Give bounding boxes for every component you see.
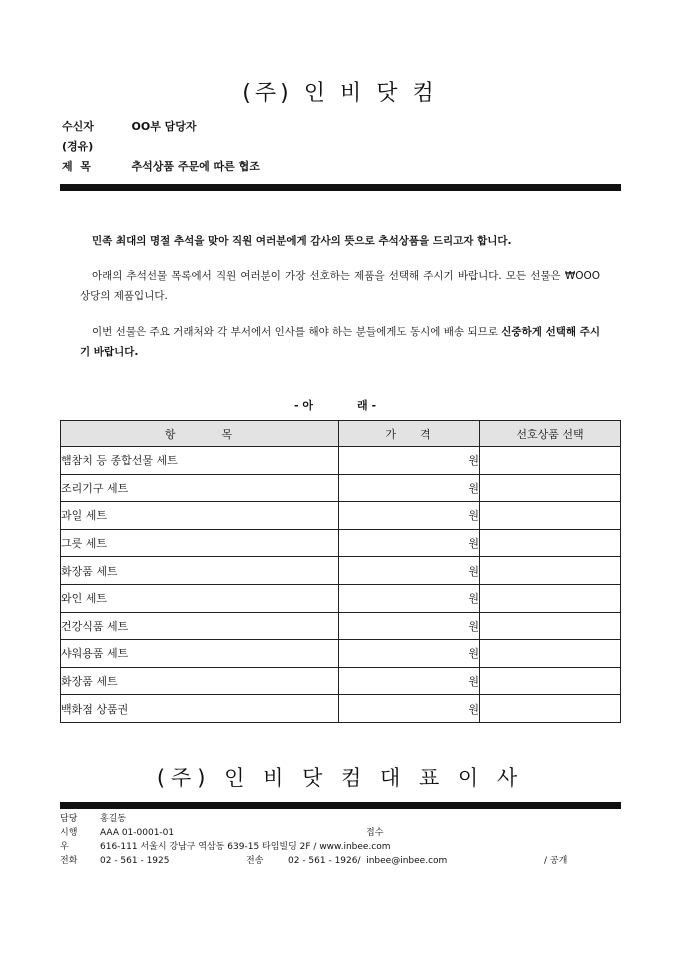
price-cell: 원 <box>339 640 480 668</box>
column-header-selection: 선호상품 선택 <box>480 421 621 447</box>
item-name-cell: 건강식품 세트 <box>61 612 339 640</box>
notice-text: 이번 선물은 주요 거래처와 각 부서에서 인사를 해야 하는 분들에게도 동시에 배송 되므로 <box>92 326 502 338</box>
footer-row-enforce <box>60 826 621 840</box>
price-cell: 원 <box>339 474 480 502</box>
price-cell: 원 <box>339 529 480 557</box>
table-row <box>61 584 621 612</box>
gift-table <box>60 420 621 723</box>
note-heading-left: - 아 <box>294 399 314 412</box>
footer-info <box>60 812 621 868</box>
table-row <box>61 502 621 530</box>
price-cell: 원 <box>339 557 480 585</box>
selection-cell[interactable] <box>480 502 621 530</box>
table-row <box>61 640 621 668</box>
table-row <box>61 474 621 502</box>
footer-row-address <box>60 840 621 854</box>
item-name-cell: 와인 세트 <box>61 584 339 612</box>
ceo-signature-line: (주) 인 비 닷 컴 대 표 이 사 <box>156 766 524 790</box>
selection-cell[interactable] <box>480 695 621 723</box>
price-cell: 원 <box>339 584 480 612</box>
price-cell: 원 <box>339 695 480 723</box>
notice-paragraph <box>80 322 600 362</box>
subject-row <box>62 157 260 177</box>
selection-cell[interactable] <box>480 529 621 557</box>
phone-label: 전화 <box>60 856 78 866</box>
item-name-cell: 햄참치 등 종합선물 세트 <box>61 447 339 475</box>
table-row <box>61 447 621 475</box>
header-divider <box>60 184 621 191</box>
column-header-item: 항 목 <box>61 421 339 447</box>
receipt-label: 접수 <box>366 828 384 838</box>
selection-cell[interactable] <box>480 640 621 668</box>
enforce-label: 시행 <box>60 828 78 838</box>
footer-row-contact <box>60 854 621 868</box>
item-name-cell: 샤워용품 세트 <box>61 640 339 668</box>
selection-cell[interactable] <box>480 474 621 502</box>
via-label: (경유) <box>62 140 94 153</box>
item-name-cell: 조리기구 세트 <box>61 474 339 502</box>
table-row <box>61 667 621 695</box>
selection-cell[interactable] <box>480 447 621 475</box>
note-heading-right: 래 - <box>357 399 377 412</box>
table-row <box>61 529 621 557</box>
column-header-price: 가 격 <box>339 421 480 447</box>
note-heading <box>294 397 376 413</box>
recipient-value: OO부 담당자 <box>131 120 197 133</box>
item-name-cell: 화장품 세트 <box>61 557 339 585</box>
price-cell: 원 <box>339 502 480 530</box>
table-row <box>61 612 621 640</box>
selection-cell[interactable] <box>480 557 621 585</box>
selection-paragraph: 아래의 추석선물 목록에서 직원 여러분이 가장 선호하는 제품을 선택해 주시기 바랍니다. 모든 선물은 ₩OOO 상당의 제품입니다. <box>80 270 600 302</box>
item-name-cell: 화장품 세트 <box>61 667 339 695</box>
enforce-value: AAA 01-0001-01 <box>100 828 175 838</box>
document-meta <box>62 117 260 177</box>
manager-value: 홍길동 <box>100 814 127 824</box>
selection-cell[interactable] <box>480 584 621 612</box>
intro-paragraph: 민족 최대의 명절 추석을 맞아 직원 여러분에게 감사의 뜻으로 추석상품을 드리고자 합니다. <box>92 235 512 247</box>
fax-label: 전송 <box>246 856 264 866</box>
table-row <box>61 557 621 585</box>
recipient-label: 수신자 <box>62 120 94 133</box>
footer-divider <box>60 802 621 809</box>
subject-label: 제 목 <box>62 160 91 173</box>
via-row <box>62 137 260 157</box>
item-name-cell: 그릇 세트 <box>61 529 339 557</box>
fax-value: 02 - 561 - 1926/ inbee@inbee.com <box>288 856 448 866</box>
footer-row-manager <box>60 812 621 826</box>
company-title: (주) 인 비 닷 컴 <box>242 81 438 106</box>
public-status: / 공개 <box>544 856 568 866</box>
selection-cell[interactable] <box>480 667 621 695</box>
table-row <box>61 695 621 723</box>
item-name-cell: 과일 세트 <box>61 502 339 530</box>
post-value: 616-111 서울시 강남구 역삼동 639-15 타임빌딩 2F / www.inbee.com <box>100 842 391 852</box>
manager-label: 담당 <box>60 814 78 824</box>
price-cell: 원 <box>339 612 480 640</box>
price-cell: 원 <box>339 447 480 475</box>
notice-emphasis: 신중하게 선택해 주시기 바랍니다. <box>80 326 600 358</box>
subject-value: 추석상품 주문에 따른 협조 <box>131 160 260 173</box>
item-name-cell: 백화점 상품권 <box>61 695 339 723</box>
phone-value: 02 - 561 - 1925 <box>100 856 170 866</box>
recipient-row <box>62 117 260 137</box>
selection-cell[interactable] <box>480 612 621 640</box>
table-header-row <box>61 421 621 447</box>
price-cell: 원 <box>339 667 480 695</box>
post-label: 우 <box>60 842 69 852</box>
